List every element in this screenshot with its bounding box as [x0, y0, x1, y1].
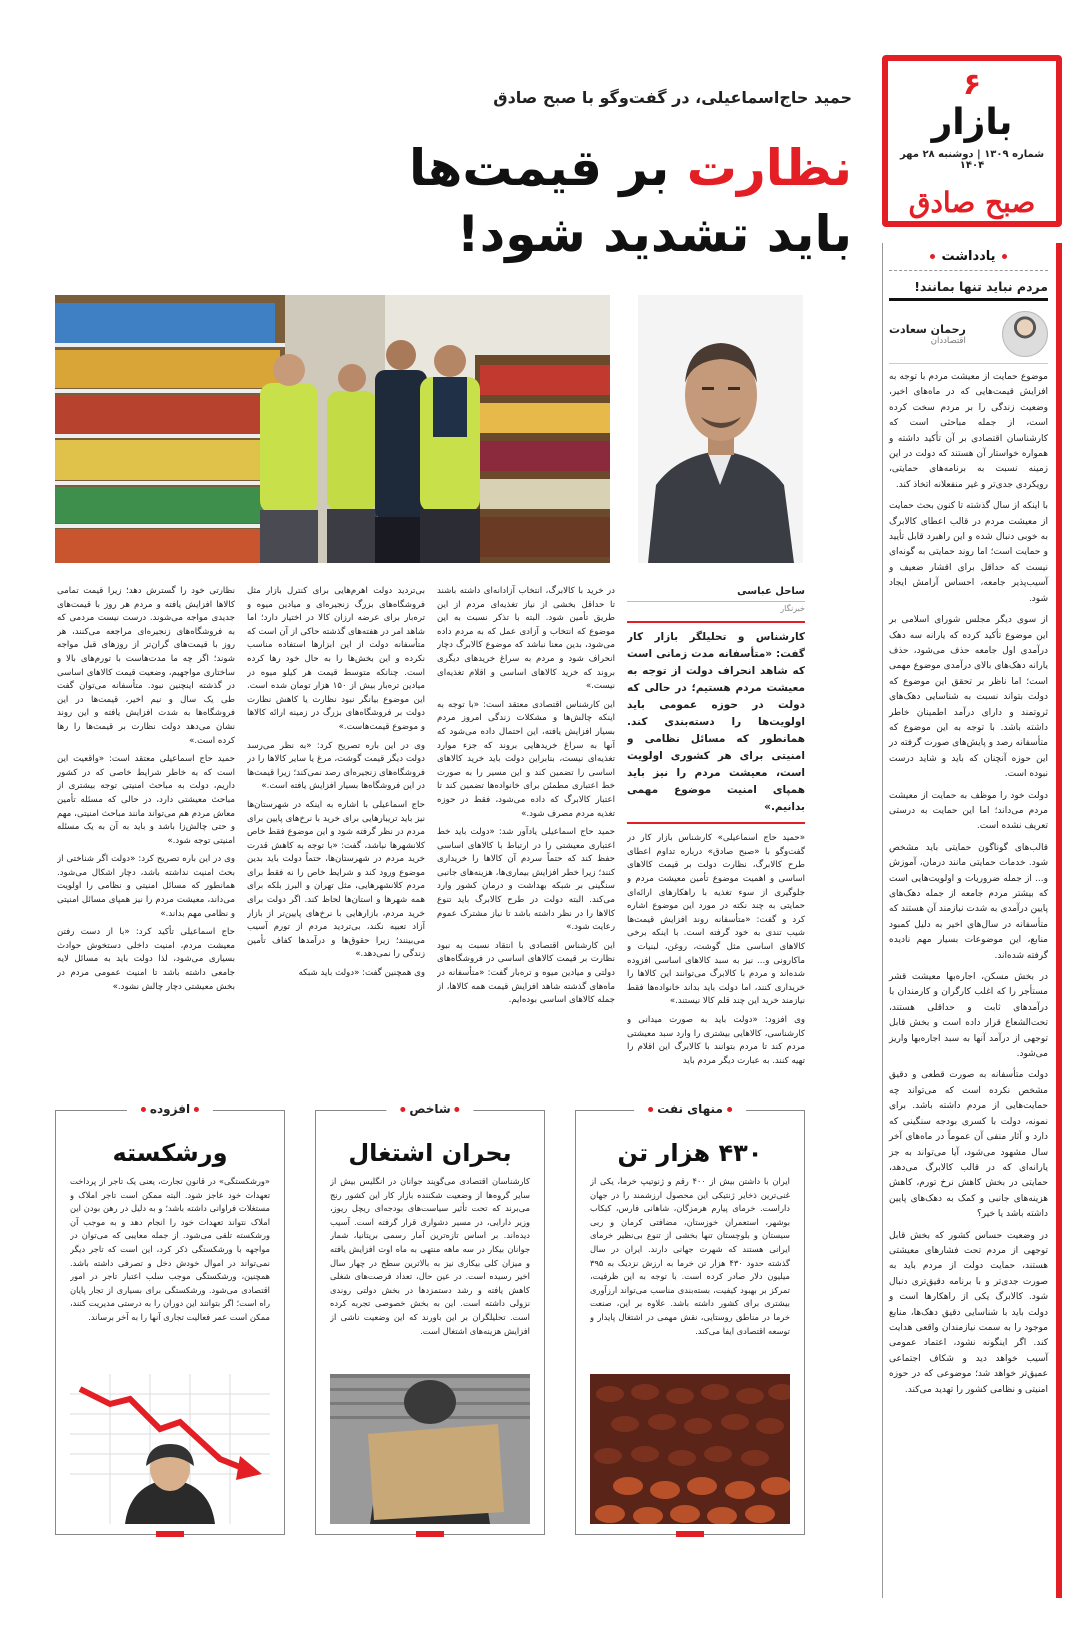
article-paragraph: حاج اسماعیلی تأکید کرد: «با از دست رفتن معیشت مردم، امنیت داخلی دستخوش حوادث بسیاری می‌شود، لذا دولت باید به مسائل لایه جامعی داشته باشد تا امنیت عمومی مردم در بخش معیشتی دچار چالش نشود.» [57, 927, 235, 992]
issue-line: شماره ۱۳۰۹ | دوشنبه ۲۸ مهر ۱۴۰۴ [899, 149, 1045, 171]
author-info [889, 323, 966, 346]
box-label [634, 1102, 746, 1116]
box-dates [575, 1102, 805, 1535]
note-paragraph: در وضعیت حساس کشور که بخش قابل توجهی از مردم تحت فشارهای معیشتی هستند، حمایت دولت از مردم باید به صورت جدی‌تر و با برنامه دقیق‌تری دنبال شود. کالابرگ یکی از راهکارها است و دولت باید با شناسایی دقیق دهک‌ها، منابع موجود را به سمت نیازمندان واقعی هدایت کند. اگر اینگونه نشود، اعتماد عمومی آسیب خواهد دید و شکاف اجتماعی عمیق‌تر خواهد شد؛ موضوعی که در حوزه امنیتی و نظامی کشور را تهدید می‌کند. [889, 1230, 1048, 1395]
article-paragraph: حاج اسماعیلی با اشاره به اینکه در شهرستان‌ها نیز باید تریبارهایی برای خرید با نرخ‌های پایین برای مردم در نظر گرفته شود و این موضوع فقط خاص کلانشهرها نباشد، گفت: «با توجه به کاهش قدرت خرید مردم در شهرستان‌ها، حتماً دولت باید بدین موضوع ورود کند و شرایط خاص را نه فقط برای مردم کلانشهرهایی، مثل تهران و البرز بلکه برای همه شهرها و استان‌ها لحاظ کند. اگر دولت برای خرید مردم، بازارهایی با نرخ‌های پایین‌تر از بازار آزاد تعبیه نکند، بی‌تردید مردم از تورم آسیب می‌بینند؛ زیرا حقوق‌ها و درآمدها کفاف تأمین زندگی را نمی‌دهد.» [247, 799, 425, 960]
note-kicker-label: یادداشت [941, 249, 996, 264]
bullet-icon [194, 1107, 199, 1112]
dates-photo [590, 1374, 790, 1524]
box-title: بحران اشتغال [348, 1139, 512, 1167]
box-title: ۴۳۰ هزار تن [617, 1139, 763, 1167]
note-column [882, 243, 1062, 1598]
article-paragraph: وی در این باره تصریح کرد: «دولت اگر شناختی از بحث امنیت نداشته باشد، دچار اشکال می‌شود. همانطور که مسائل امنیتی و نظامی را اولویت می‌داند، معیشت مردم را نیز همپای مسائل امنیتی و نظامی مهم بداند.» [57, 854, 235, 919]
box-label-text: منهای نفت [657, 1102, 723, 1116]
article-paragraph: حمید حاج اسماعیلی معتقد است: «واقعیت این است که به خاطر شرایط خاصی که در کشور داریم، دولت به مباحث امنیتی توجه بیشتری از مباحث معیشتی دارد، در حالی که مسئله تأمین معاش مردم هم می‌تواند مانند مباحث امنیتی، مهم و حتی چالش‌زا باشد و باید به آن به یک مسئله امنیتی توجه شود.» [57, 754, 235, 846]
note-author [889, 311, 1048, 364]
note-paragraph: از سوی دیگر مجلس شورای اسلامی بر این موضوع تأکید کرده که یارانه سه دهک درآمدی اول جامعه حذف می‌شود، حذف یارانه دهک‌های بالای درآمدی موضوع مهمی است؛ اما ناظر بر تحقق این موضوع که دولت بتواند نسبت به شناسایی دهک‌های ثروتمند و دارای درآمد اطمینان خاطر داشته باشد. با توجه به این موضوع که متأسفانه رصد و پایش‌های صورت گرفته در این حوزه آنچنان که باید و شاید درست نبوده است. [889, 615, 1048, 780]
note-paragraph: در بخش مسکن، اجاره‌بها معیشت قشر مستأجر را که اغلب کارگران و کارمندان با درآمدهای ثابت و حداقلی هستند، تحت‌الشعاع قرار داده است و بخش قابل توجهی از درآمد آنها به سبد اجاره‌بها واریز می‌شود. [889, 972, 1048, 1060]
note-kicker [889, 249, 1048, 271]
article-headline [292, 135, 852, 267]
box-red-tab [416, 1531, 444, 1537]
box-red-tab [156, 1531, 184, 1537]
note-paragraph: با اینکه از سال گذشته تا کنون بحث حمایت از معیشت مردم در قالب اعطای کالابرگ به خوبی دنبال شده و این راهبرد قابل تأیید و حمایت است؛ اما روند حمایتی به گونه‌ای نیست که حداقل برای اقشار ضعیف و آسیب‌پذیر جامعه، احساس آرامش ایجاد شود. [889, 501, 1048, 604]
bullet-icon [400, 1107, 405, 1112]
article-paragraph: وی همچنین گفت: «دولت باید شبکه [298, 968, 425, 979]
author-avatar [1002, 311, 1048, 357]
bullet-icon [727, 1107, 732, 1112]
article-column-2 [437, 585, 615, 1090]
headline-line-2: باید تشدید شود! [456, 205, 852, 263]
headline-red-word: نظارت [686, 139, 852, 197]
article-paragraph: نظارتی خود را گسترش دهد؛ زیرا قیمت تمامی کالاها افزایش یافته و مردم هر روز با قیمت‌های جدیدی مواجه می‌شوند. درست نیست مردمی که به فروشگاه‌های زنجیره‌ای مراجعه می‌کنند، هر روز با قیمت‌های گران‌تر از روزهای قبل مواجه شوند؛ اگر چه ما مدت‌هاست با تورم‌های بالا و ساختاری مواجهیم، وضعیت قیمت کالاهای اساسی در گذشته اینچنین نبود. متأسفانه می‌توان گفت طی یک سال و نیم اخیر، قیمت‌ها در این فروشگاه‌ها به شدت افزایش یافته و این روند نشان می‌دهد دولت نظارت بر قیمت‌ها را رها کرده است.» [57, 586, 235, 746]
byline-role: خبرنگار [780, 603, 805, 613]
bullet-icon [648, 1107, 653, 1112]
article-column-1 [627, 585, 805, 1090]
box-label-text: شاخص [409, 1102, 451, 1116]
headline-rest: بر قیمت‌ها [408, 139, 670, 197]
note-paragraph: قالب‌های گوناگون حمایتی باید مشخص شود. خدمات حمایتی مانند درمان، آموزش و... از جمله ضروریات و اولویت‌هایی است که بیشتر مردم جامعه از جمله دهک‌های پایین درآمدی به شدت نیازمند آن هستند که متأسفانه در سال‌های اخیر به دلیل کمبود منابع، این موضوعات بسیار مهم نادیده گرفته شده‌اند. [889, 842, 1048, 961]
headline-line-1 [292, 135, 852, 201]
job-seeker-photo [330, 1374, 530, 1524]
article-kicker: حمید حاج‌اسماعیلی، در گفت‌وگو با صبح صادق [493, 88, 852, 107]
box-label [386, 1102, 473, 1116]
note-body [889, 370, 1048, 1398]
right-rail [882, 55, 1062, 1598]
article-paragraph: وی در این باره تصریح کرد: «به نظر می‌رسد دولت دیگر قیمت گوشت، مرغ یا سایر کالاها را در فروشگاه‌های زنجیره‌ای رصد نمی‌کند؛ زیرا قیمت‌ها در این فروشگاه‌ها بسیار افزایش یافته است.» [247, 740, 425, 792]
article-paragraph: بی‌تردید دولت اهرم‌هایی برای کنترل بازار مثل فروشگاه‌های بزرگ زنجیره‌ای و میادین میوه و تره‌بار برای عرضه ارزان کالا در اختیار دارد؛ اما شاهد امر در هفته‌های گذشته حاکی از آن است که متأسفانه دولت از این ابزارها استفاده مناسب نکرده و این بخش‌ها را به حال خود رها کرده است. چنانکه متوسط قیمت هر کیلو میوه در میادین تره‌بار بیش از ۱۵۰ هزار تومان شده است. این موضوع بیانگر نبود نظارت یا کاهش نظارت دولت بر فروشگاه‌های بزرگ در زمینه ارائه کالاها و موضوع قیمت‌هاست.» [247, 586, 425, 732]
article-paragraph: وی افزود: «دولت باید به صورت میدانی و کارشناسی، کالاهایی بیشتری را وارد سبد معیشتی مردم کند تا مردم بتوانند با کالابرگ این اقلام را تهیه کنند. به عبارت دیگر مردم باید [627, 1014, 805, 1066]
note-paragraph: دولت متأسفانه به صورت قطعی و دقیق مشخص نکرده است که می‌تواند چه حمایت‌هایی از مردم داشته باشد. برای نمونه، دولت با کسری بودجه سنگینی که دارد و آثار منفی آن عموماً در ماه‌های آخر سال مشهود می‌شود، آیا می‌تواند به جز یارانه‌ای که در قالب کالابرگ می‌دهد، حمایتی در بخش کاهش نرخ تورم، کاهش هزینه‌های جانبی و کمک به دهک‌های پایین داشته باشد یا خیر؟ [889, 1070, 1048, 1220]
article-paragraph: این کارشناس اقتصادی با انتقاد نسبت به نبود نظارت بر قیمت کالاهای اساسی در فروشگاه‌های دولتی و میادین میوه و تره‌بار گفت: «متأسفانه در ماه‌های گذشته شاهد افزایش قیمت همه کالاها، از جمله کالاهای اساسی بوده‌ایم. [437, 940, 615, 1006]
article-paragraph: «حمید حاج اسماعیلی» کارشناس بازار کار در گفت‌وگو با «صبح صادق» درباره تداوم اعطای طرح کالابرگ، نظارت دولت بر قیمت کالاهای اساسی و اهمیت موضوع تأمین معیشت مردم و جلوگیری از سوء تغذیه با راهکارهای ارائه‌ای حمایتی به چند نکته در مورد این موضوع اشاره کرد و گفت: «متأسفانه روند افزایش قیمت‌ها شیب تندی به خود گرفته است. با اینکه برخی کالاهای اساسی مثل گوشت، روغن، لبنیات و ماکارونی و... نیز به سبد کالاهای اساسی افزوده شده‌اند و مردم با کالابرگ می‌توانند این کالاها را خریداری کنند، اما دولت باید بداند خانواده‌ها فقط نیازمند خرید این چند قلم کالا نیستند.» [627, 833, 805, 1007]
bullet-icon [1002, 254, 1007, 259]
masthead [882, 55, 1062, 227]
box-employment [315, 1102, 545, 1535]
box-title: ورشکسته [112, 1139, 228, 1167]
interviewee-portrait [638, 295, 803, 563]
box-bankrupt [55, 1102, 285, 1535]
logo-text: صبح صادق [908, 186, 1036, 219]
article-column-4 [57, 585, 235, 1090]
logo [888, 187, 1056, 221]
author-role: اقتصاددان [930, 335, 966, 346]
note-title: مردم نباید تنها بمانند! [889, 279, 1048, 301]
article-paragraph: این کارشناس اقتصادی معتقد است: «با توجه به اینکه چالش‌ها و مشکلات زندگی امروز مردم بسیار افزایش یافته، این احتمال داده می‌شود که آنها به سراغ خریدهایی بروند که جزء موارد تغذیه‌ای نیست، بنابراین دولت باید خرید کالاهای اساسی را تضمین کند و این مسیر را به صورت خط اعتباری مطمئن برای خانواده‌ها تضمین کند تا اعتبار کالابرگ که داده می‌شود، فقط در حوزه تغذیه مردم مصرف شود.» [437, 699, 615, 819]
box-label [127, 1102, 213, 1116]
box-text: کارشناسان اقتصادی می‌گویند جوانان در انگلیس بیش از سایر گروه‌ها از وضعیت شکننده بازار کار این کشور رنج می‌برند که تحت تأثیر سیاست‌های بودجه‌ای ریچل ریوز، وزیر دارایی، در مسیر دشواری قرار گرفته است. آسیب دیده‌اند. بر اساس تازه‌ترین آمار رسمی بریتانیا، شمار جوانان بیکار در سه ماهه منتهی به ماه اوت افزایش یافته و میزان کلی بیکاری نیز به بالاترین سطح در چهار سال اخیر رسیده است. در عین حال، تعداد فرصت‌های شغلی کاهش یافته و رشد دستمزدها در بخش دولتی روندی نزولی داشته است. این به بخش خصوصی تجربه کرده است. تحلیلگران بر این باورند که این وضعیت ناشی از افزایش هزینه‌های اشتغال است. [330, 1176, 530, 1336]
byline-name: ساحل عباسی [627, 585, 805, 602]
author-name: رحمان سعادت [889, 322, 966, 336]
bullet-icon [455, 1107, 460, 1112]
section-title: بازار [931, 102, 1013, 143]
box-red-tab [676, 1531, 704, 1537]
article-body [55, 585, 805, 1090]
page-number: ۶ [962, 67, 982, 102]
note-paragraph: موضوع حمایت از معیشت مردم با توجه به افزایش قیمت‌هایی که در ماه‌های اخیر، وضعیت زندگی را بر مردم سخت کرده است، از جمله مباحثی است که کارشناسان اقتصادی بر آن تأکید داشته و همواره خواستار آن هستند که دولت در این زمینه نسبت به برنامه‌های حمایتی، رویکردی جدی‌تر و غیر منفعلانه اتخاذ کند. [889, 372, 1048, 490]
bullet-icon [141, 1107, 146, 1112]
article-paragraph: حمید حاج اسماعیلی یادآور شد: «دولت باید خط اعتباری معیشتی را در ارتباط با کالاهای اساسی حفظ کند که حتماً سردم آن کالاها را خریداری کنند؛ زیرا خطر افزایش بیماری‌ها، هزینه‌های جانبی سنگینی بر شبکه بهداشت و درمان کشور وارد می‌کند. البته دولت در طرح کالابرگ باید تنوع کالاها را در نظر داشته باشد تا نیاز مشترک عموم رعایت شود.» [437, 827, 615, 933]
box-label-text: افزوده [149, 1102, 191, 1116]
box-text: ایران با داشتن بیش از ۴۰۰ رقم و ژنوتیپ خرما، یکی از غنی‌ترین ذخایر ژنتیکی این محصول ارزشمند را در جهان داراست. خرمای پیارم هرمزگان، شاهانی فارس، کبکاب بوشهر، استعمران خوزستان، مضافتی کرمان و ربی سیستان و بلوچستان تنها بخشی از تنوع بی‌نظیر خرمای ایرانی هستند که شهرت جهانی دارند. ایران در سال گذشته حدود ۴۳۰ هزار تن خرما به ارزش نزدیک به ۳۹۵ میلیون دلار صادر کرده است. با توجه به این ظرفیت، تمرکز بر بهبود کیفیت، بسته‌بندی مناسب می‌تواند ارزآوری بیشتری برای کشور داشته باشد. علاوه بر این، صنعت خرما در مناطق روستایی، نقش مهمی در اشتغال پایدار و توسعه اقتصادی ایفا می‌کند. [590, 1176, 790, 1336]
article-paragraph: در خرید با کالابرگ، انتخاب آزادانه‌ای داشته باشند تا حداقل بخشی از نیاز تغذیه‌ای مردم از این طریق تأمین شود. البته با تذکر نسبت به این موضوع که انتخاب و آزادی عمل که به مردم داده می‌شود، بدین معنا نباشد که موضوع کالابرگ دچار انحراف شود و مردم به سراغ خریدهای دیگری بروند که خرید کالاهای اساسی و اقلام تغذیه‌ای نیست.» [437, 586, 615, 692]
supermarket-photo [55, 295, 610, 563]
box-text: «ورشکستگی» در قانون تجارت، یعنی یک تاجر از پرداخت تعهدات خود عاجز شود. البته ممکن است تاجر املاک و مستغلات فراوانی داشته باشد؛ و به دلیل در رهن بودن این املاک نتواند تعهدات خود را انجام دهد و به موجب آن ورشکسته تلقی می‌شود. از جمله معایبی که می‌توان در مواجهه با ورشکستگی ذکر کرد، این است که تاجر دیگر نمی‌تواند در اموال خودش دخل و تصرفی داشته باشد. همچنین، ورشکستگی موجب سلب اعتبار تاجر در امور اقتصادی می‌شود. ورشکستگی برای بسیاری از تجار پایان راه است؛ اگر بتوانند این دوران را به درستی مدیریت کنند، ممکن است عمر فعالیت تجاری آنها را به آخر برساند. [70, 1176, 270, 1322]
article-column-3 [247, 585, 425, 1090]
note-paragraph: دولت خود را موظف به حمایت از معیشت مردم می‌داند؛ اما این حمایت به درستی تعریف نشده است. [889, 790, 1048, 832]
bankruptcy-photo [70, 1374, 270, 1524]
bullet-icon [930, 254, 935, 259]
pull-quote: کارشناس و تحلیلگر بازار کار گفت: «متأسفانه مدت زمانی است که شاهد انحراف دولت از توجه به معیشت مردم هستیم؛ در حالی که دولت در حوزه عمومی باید اولویت‌ها را دسته‌بندی کند. همانطور که مسائل نظامی و امنیتی برای هر کشوری اولویت است، معیشت مردم را نیز باید همپای امنیت موضوع مهمی بدانیم.» [627, 621, 805, 824]
